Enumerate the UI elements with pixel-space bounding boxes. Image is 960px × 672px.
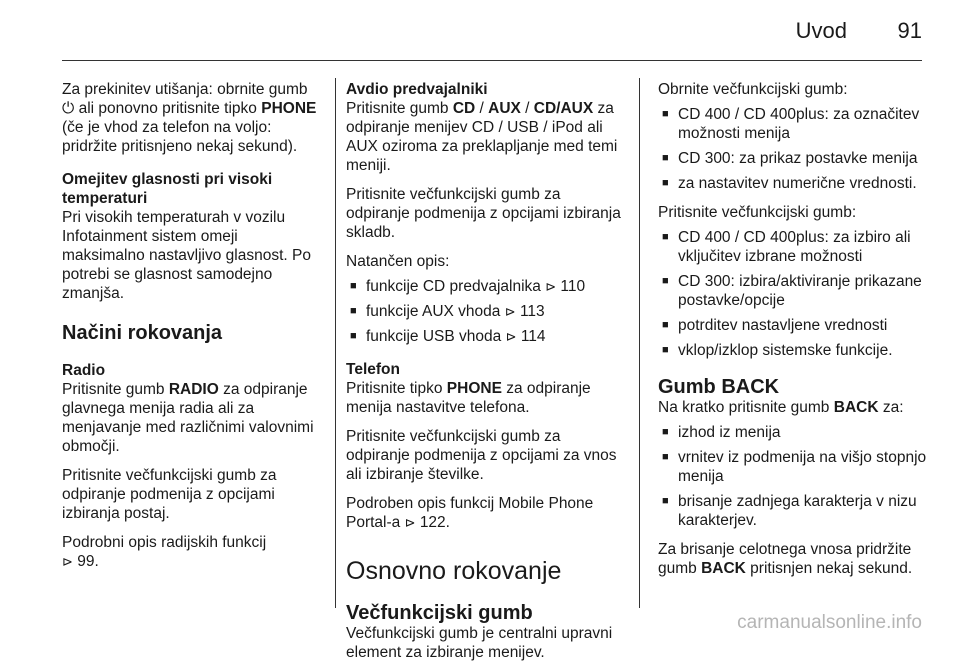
column-1	[62, 80, 324, 581]
list-item: ■ vklop/izklop sistemske funkcije.	[658, 341, 928, 360]
paragraph-radio: Radio Pritisnite gumb RADIO za odpiranje glavnega menija radia ali za menjavanje med različnimi valovnimi območji.	[62, 361, 324, 456]
column-divider-2	[639, 78, 640, 608]
list-item: ■ funkcije AUX vhoda ⊳ 113	[346, 302, 626, 321]
page-reference-link[interactable]: 99.	[77, 553, 99, 570]
list-item: ■ za nastavitev numerične vrednosti.	[658, 174, 928, 193]
list-item: ■ potrditev nastavljene vrednosti	[658, 316, 928, 335]
reference-arrow-icon: ⊳	[504, 304, 516, 319]
subheading-volume-limit: Omejitev glasnosti pri visoki temperaturi	[62, 171, 273, 207]
paragraph-press-knob: Pritisnite večfunkcijski gumb:	[658, 204, 857, 221]
paragraph-radio-reference: Podrobni opis radijskih funkcij ⊳ 99.	[62, 534, 267, 570]
paragraph-audio-players: Avdio predvajalniki Pritisnite gumb CD / AUX / CD/AUX za odpiranje menijev CD / USB / iPod ali AUX oziroma za preklapljanje med temi meniji.	[346, 80, 626, 175]
page-reference-link[interactable]: 110	[560, 278, 586, 295]
list-item: ■ vrnitev iz podmenija na višjo stopnjo menija	[658, 448, 928, 486]
paragraph-phone-reference: Podroben opis funkcij Mobile Phone Portal-a ⊳ 122.	[346, 495, 594, 531]
header-rule	[62, 60, 922, 61]
list-item: ■ funkcije CD predvajalnika ⊳ 110	[346, 277, 626, 296]
paragraph-phone-multifunction: Pritisnite večfunkcijski gumb za odpiranje podmenija z opcijami za vnos ali izbiranje številke.	[346, 428, 617, 483]
page-reference-link[interactable]: 113	[519, 303, 545, 320]
column-2	[346, 80, 626, 672]
heading-basic-operation: Osnovno rokovanje	[346, 557, 562, 585]
paragraph-volume-limit: Omejitev glasnosti pri visoki temperaturi Pri visokih temperaturah v vozilu Infotainment sistem omeji maksimalno nastavljivo glasnost. Po potrebi se glasnost samodejno zmanjša.	[62, 170, 324, 303]
power-icon: ⏻	[62, 100, 75, 117]
page-reference-link[interactable]: 122.	[419, 514, 450, 531]
back-button-list	[658, 423, 928, 530]
list-item: ■ CD 300: za prikaz postavke menija	[658, 149, 928, 168]
heading-operation-modes: Načini rokovanja	[62, 322, 223, 344]
watermark: carmanualsonline.info	[737, 612, 922, 633]
paragraph-radio-multifunction: Pritisnite večfunkcijski gumb za odpiranje podmenija z opcijami izbiranja postaj.	[62, 467, 277, 522]
heading-back-button: Gumb BACK	[658, 376, 780, 398]
audio-functions-list	[346, 277, 626, 346]
page-title: Uvod	[795, 18, 847, 43]
reference-arrow-icon: ⊳	[62, 554, 73, 569]
heading-multifunction-knob: Večfunkcijski gumb	[346, 602, 533, 624]
reference-arrow-icon: ⊳	[505, 329, 517, 344]
press-knob-list	[658, 228, 928, 360]
reference-arrow-icon: ⊳	[404, 515, 416, 530]
paragraph-phone: Telefon Pritisnite tipko PHONE za odpiranje menija nastavitve telefona.	[346, 360, 626, 417]
paragraph-multifunction: Večfunkcijski gumb je centralni upravni element za izbiranje menijev.	[346, 625, 613, 661]
paragraph-detail: Natančen opis:	[346, 253, 450, 270]
list-item: ■ CD 400 / CD 400plus: za izbiro ali vključitev izbrane možnosti	[658, 228, 928, 266]
column-3	[658, 80, 928, 588]
subheading-audio-players: Avdio predvajalniki	[346, 81, 488, 98]
paragraph-track-selection: Pritisnite večfunkcijski gumb za odpiranje podmenija z opcijami izbiranja skladb.	[346, 186, 621, 241]
turn-knob-list	[658, 105, 928, 193]
paragraph-back-hold: Za brisanje celotnega vnosa pridržite gumb BACK pritisnjen nekaj sekund.	[658, 541, 913, 577]
list-item: ■ brisanje zadnjega karakterja v nizu karakterjev.	[658, 492, 928, 530]
page-header	[0, 0, 960, 60]
paragraph-unmute: Za prekinitev utišanja: obrnite gumb ⏻ ali ponovno pritisnite tipko PHONE (če je vhod za telefon na voljo: pridržite pritisnjeno nekaj sekund).	[62, 81, 317, 155]
reference-arrow-icon: ⊳	[545, 279, 557, 294]
subheading-phone: Telefon	[346, 361, 400, 378]
subheading-radio: Radio	[62, 362, 106, 379]
page-number: 91	[897, 18, 922, 43]
paragraph-turn-knob: Obrnite večfunkcijski gumb:	[658, 81, 848, 98]
page-reference-link[interactable]: 114	[520, 328, 546, 345]
list-item: ■ CD 400 / CD 400plus: za označitev možnosti menija	[658, 105, 928, 143]
list-item: ■ funkcije USB vhoda ⊳ 114	[346, 327, 626, 346]
list-item: ■ izhod iz menija	[658, 423, 928, 442]
paragraph-back-press: Na kratko pritisnite gumb BACK za:	[658, 399, 904, 416]
column-divider-1	[335, 78, 336, 608]
list-item: ■ CD 300: izbira/aktiviranje prikazane postavke/opcije	[658, 272, 928, 310]
